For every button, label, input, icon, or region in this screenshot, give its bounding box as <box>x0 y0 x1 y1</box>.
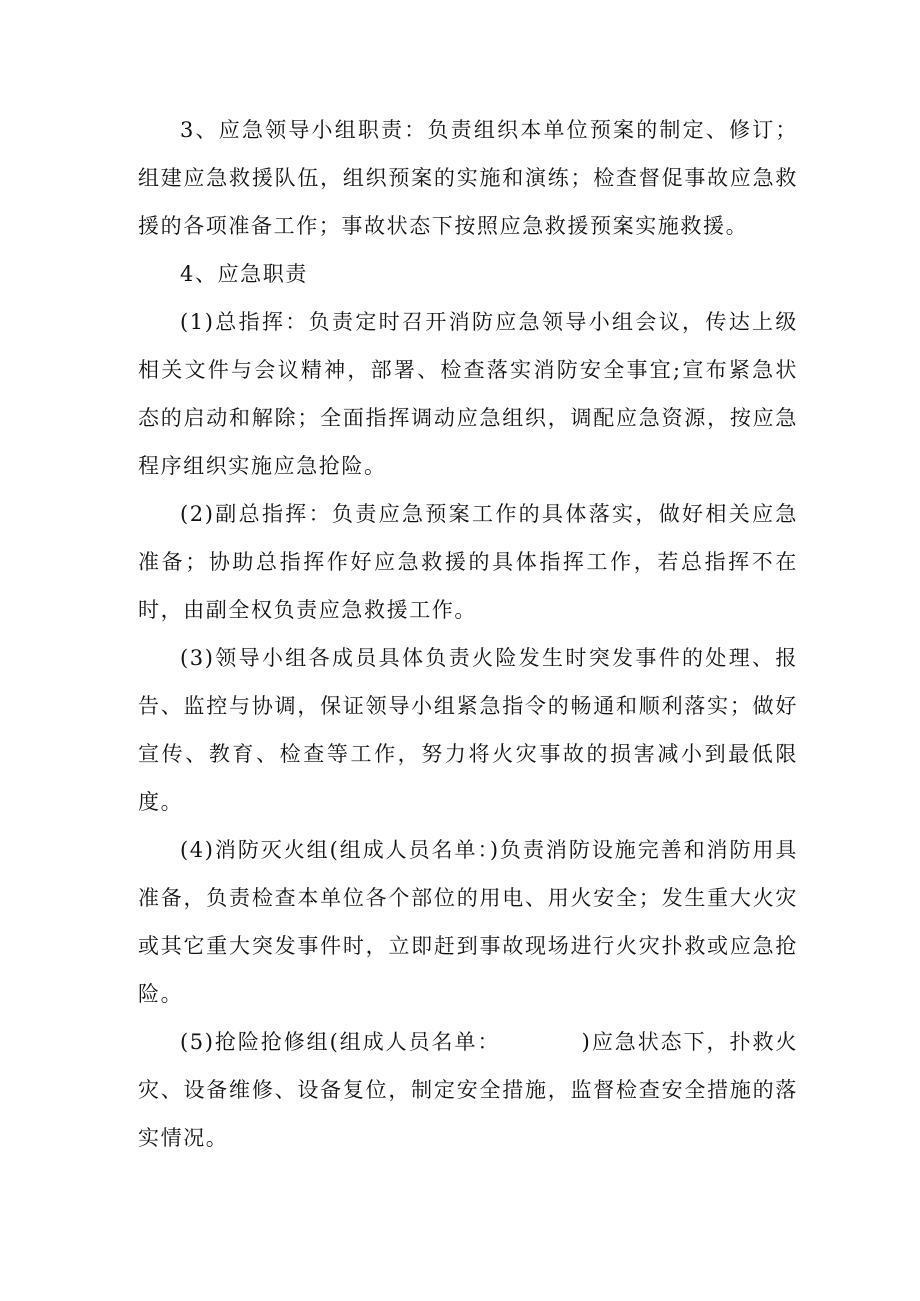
paragraph-commander-in-chief: (1)总指挥：负责定时召开消防应急领导小组会议，传达上级相关文件与会议精神，部署、检查落实消防安全事宜;宣布紧急状态的启动和解除；全面指挥调动应急组织，调配应急资源，按应急程序组织实施应急抢险。 <box>138 310 798 478</box>
paragraph-deputy-commander: (2)副总指挥：负责应急预案工作的具体落实，做好相关应急准备；协助总指挥作好应急救援的具体指挥工作，若总指挥不在时，由副全权负责应急救援工作。 <box>138 502 798 622</box>
paragraph-leadership-duties: 3、应急领导小组职责：负责组织本单位预案的制定、修订；组建应急救援队伍，组织预案的实施和演练；检查督促事故应急救援的各项准备工作；事故状态下按照应急救援预案实施救援。 <box>138 118 798 238</box>
paragraph-firefighting-group: (4)消防灭火组(组成人员名单：)负责消防设施完善和消防用具准备，负责检查本单位各个部位的用电、用火安全；发生重大火灾或其它重大突发事件时，立即赶到事故现场进行火灾扑救或应急抢险。 <box>138 838 798 1006</box>
document-body <box>138 106 798 1162</box>
paragraph-emergency-duties-heading: 4、应急职责 <box>180 262 308 286</box>
paragraph-group-members: (3)领导小组各成员具体负责火险发生时突发事件的处理、报告、监控与协调，保证领导小组紧急指令的畅通和顺利落实；做好宣传、教育、检查等工作，努力将火灾事故的损害减小到最低限度。 <box>138 646 798 814</box>
paragraph-rescue-repair-group: (5)抢险抢修组(组成人员名单： )应急状态下，扑救火灾、设备维修、设备复位，制定安全措施，监督检查安全措施的落实情况。 <box>138 1030 798 1150</box>
